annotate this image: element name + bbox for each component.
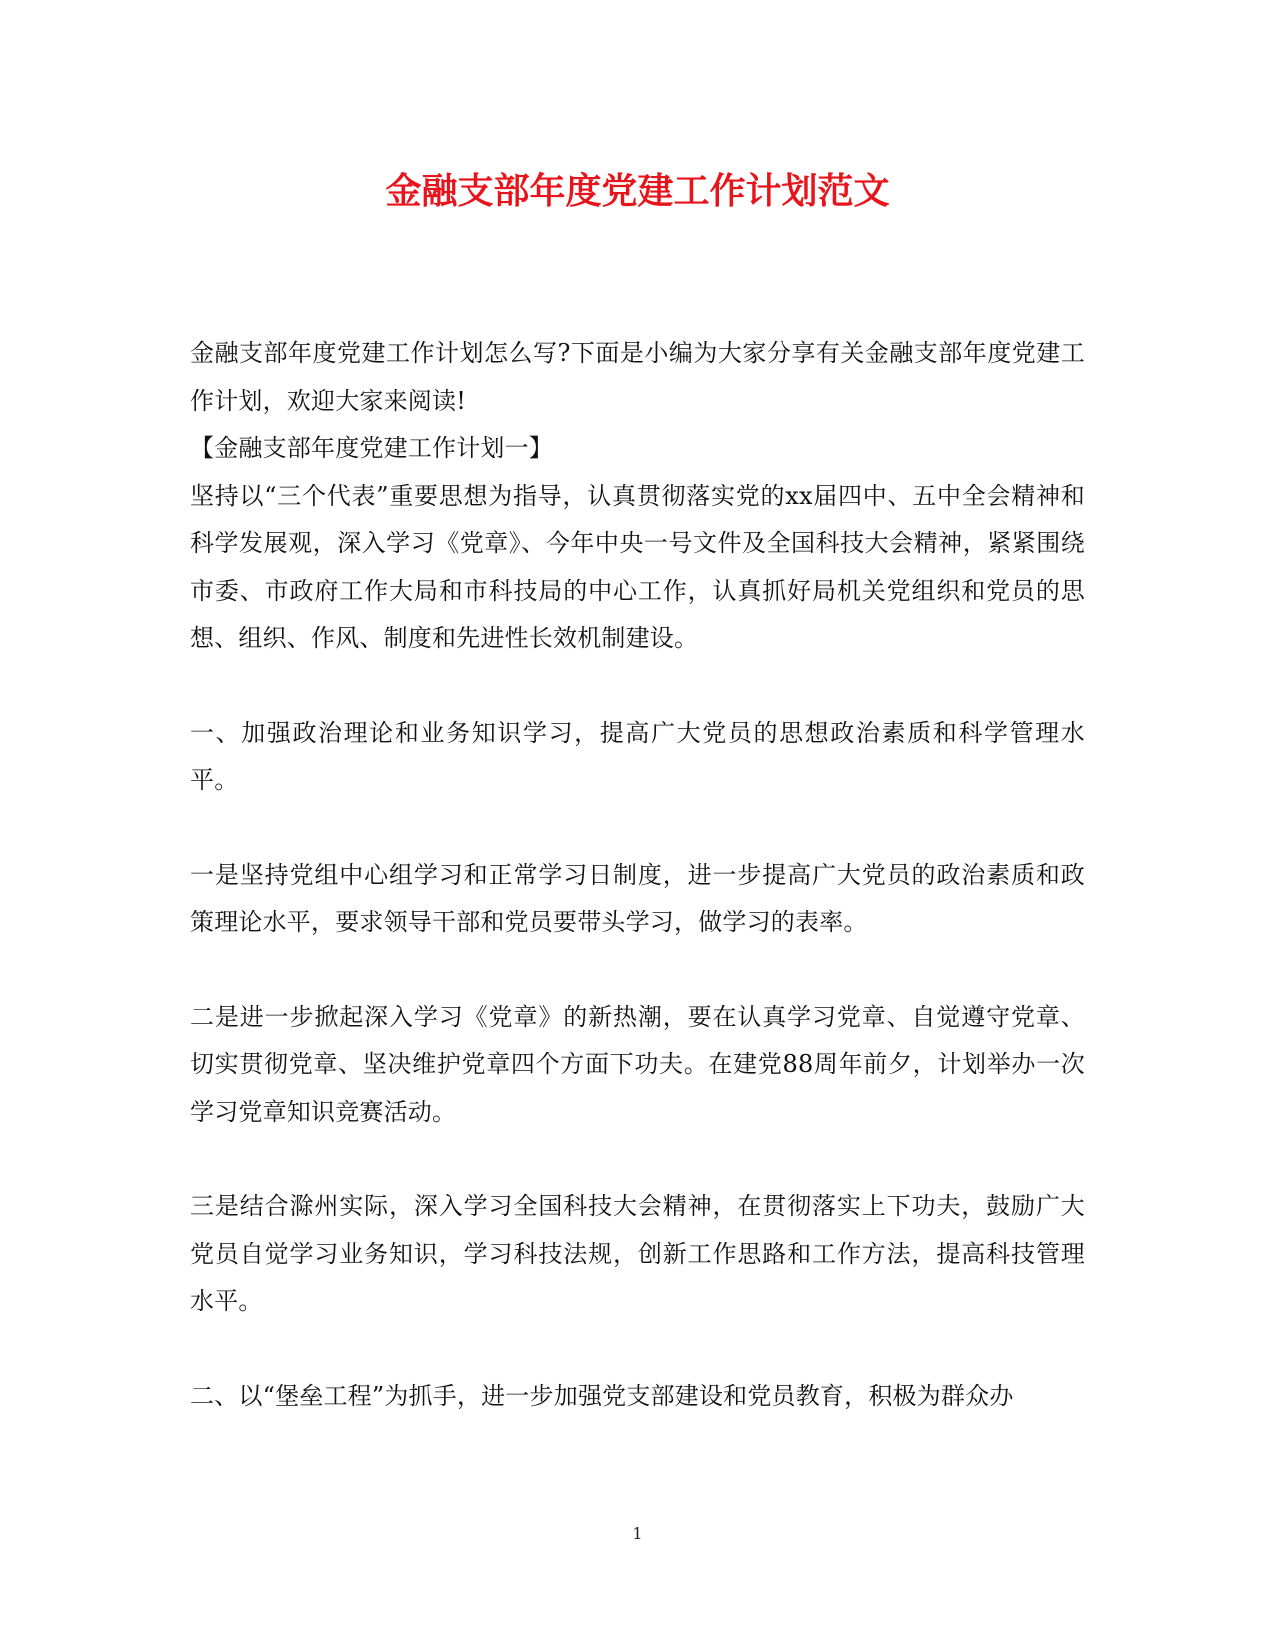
guiding-paragraph: 坚持以“三个代表”重要思想为指导，认真贯彻落实党的xx届四中、五中全会精神和科学发展观，深入学习《党章》、今年中央一号文件及全国科技大会精神，紧紧围绕市委、市政府工作大局和市科技局的中心工作，认真抓好局机关党组织和党员的思想、组织、作风、制度和先进性长效机制建设。	[190, 481, 1085, 652]
document-title: 金融支部年度党建工作计划范文	[385, 170, 890, 212]
item-heading-one: 一、加强政治理论和业务知识学习，提高广大党员的思想政治素质和科学管理水平。	[190, 718, 1085, 794]
document-body	[190, 330, 1085, 1420]
intro-paragraph: 金融支部年度党建工作计划怎么写?下面是小编为大家分享有关金融支部年度党建工作计划，欢迎大家来阅读!	[190, 339, 1085, 415]
page-number: 1	[632, 1524, 643, 1543]
point-two-paragraph: 二是进一步掀起深入学习《党章》的新热潮，要在认真学习党章、自觉遵守党章、切实贯彻党章、坚决维护党章四个方面下功夫。在建党88周年前夕，计划举办一次学习党章知识竞赛活动。	[190, 1002, 1085, 1126]
item-heading-two: 二、以“堡垒工程”为抓手，进一步加强党支部建设和党员教育，积极为群众办	[190, 1381, 1014, 1410]
point-one-paragraph: 一是坚持党组中心组学习和正常学习日制度，进一步提高广大党员的政治素质和政策理论水平，要求领导干部和党员要带头学习，做学习的表率。	[190, 860, 1085, 936]
point-three-paragraph: 三是结合滁州实际，深入学习全国科技大会精神，在贯彻落实上下功夫，鼓励广大党员自觉学习业务知识，学习科技法规，创新工作思路和工作方法，提高科技管理水平。	[190, 1192, 1085, 1315]
section-heading: 【金融支部年度党建工作计划一】	[190, 434, 553, 462]
